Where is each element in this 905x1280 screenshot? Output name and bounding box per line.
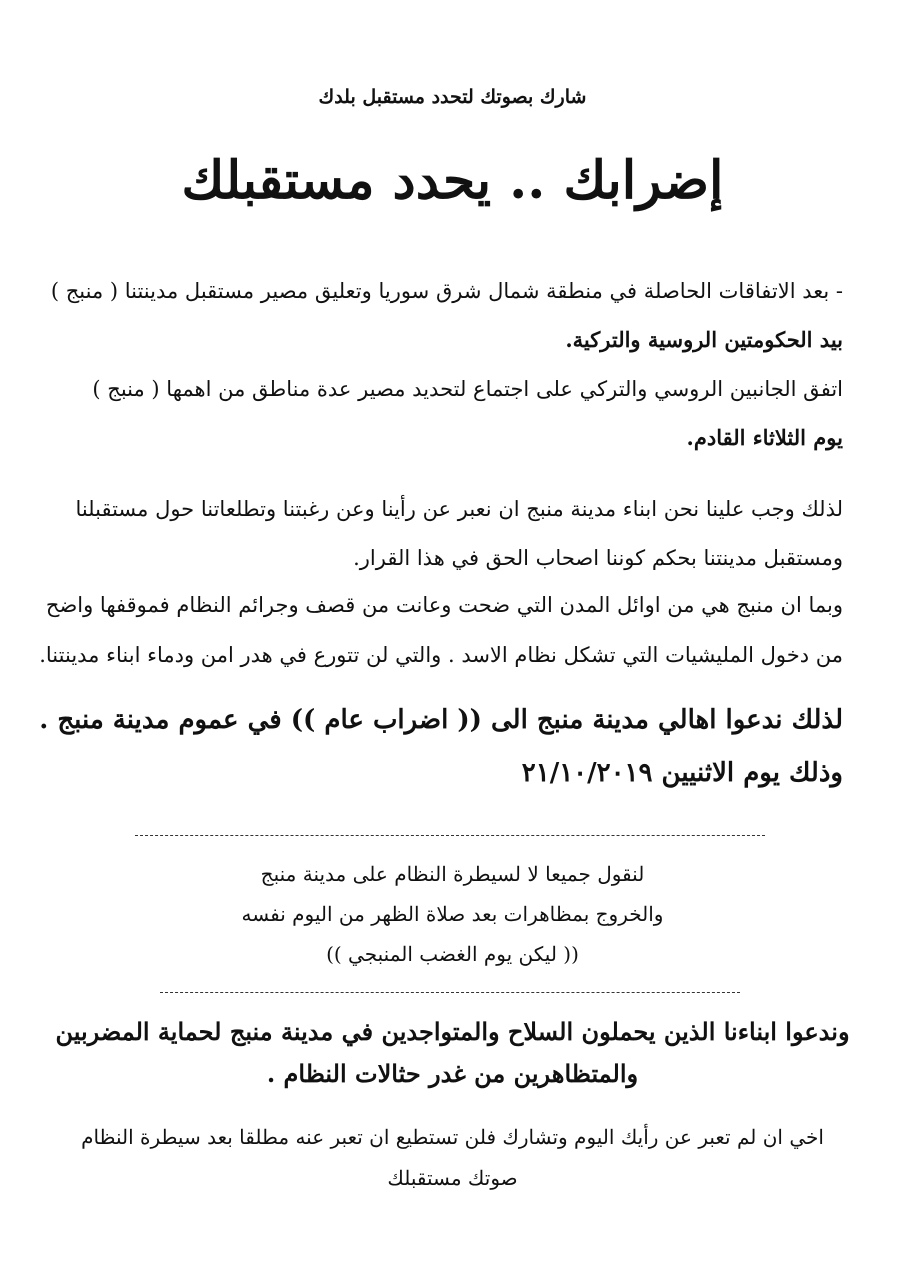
page-title: إضرابك .. يحدد مستقبلك: [181, 150, 724, 211]
call-line-1: لذلك ندعوا اهالي مدينة منبج الى (( اضراب عام )) في عموم مدينة منبج .: [39, 705, 843, 735]
paragraph2-line-2: ومستقبل مدينتنا بحكم كوننا اصحاب الحق في هذا القرار.: [353, 546, 843, 570]
intro-line-1: - بعد الاتفاقات الحاصلة في منطقة شمال شرق سوريا وتعليق مصير مستقبل مدينتنا ( منبج ): [50, 279, 843, 303]
protest-line-3: (( ليكن يوم الغضب المنبجي )): [326, 942, 579, 966]
protest-line-1: لنقول جميعا لا لسيطرة النظام على مدينة منبج: [260, 862, 645, 886]
intro-line-3: اتفق الجانبين الروسي والتركي على اجتماع لتحديد مصير عدة مناطق من اهمها ( منبج ): [92, 377, 843, 401]
intro-line-2: بيد الحكومتين الروسية والتركية.: [565, 327, 843, 352]
closing-line-2: صوتك مستقبلك: [387, 1166, 518, 1190]
paragraph2-line-1: لذلك وجب علينا نحن ابناء مدينة منبج ان نعبر عن رأينا وعن رغبتنا وتطلعاتنا حول مستقبلنا: [75, 497, 843, 521]
protest-line-2: والخروج بمظاهرات بعد صلاة الظهر من اليوم نفسه: [241, 902, 664, 926]
separator-bottom: [160, 992, 740, 993]
armed-call-line-1: وندعوا ابناءنا الذين يحملون السلاح والمتواجدين في مدينة منبج لحماية المضربين: [55, 1017, 850, 1046]
call-line-2: وذلك يوم الاثنيين ٢١/١٠/٢٠١٩: [521, 758, 843, 788]
closing-line-1: اخي ان لم تعبر عن رأيك اليوم وتشارك فلن تستطيع ان تعبر عنه مطلقا بعد سيطرة النظام: [81, 1125, 824, 1149]
separator-top: [135, 835, 765, 836]
armed-call-line-2: والمتظاهرين من غدر حثالات النظام .: [266, 1059, 639, 1088]
header-slogan: شارك بصوتك لتحدد مستقبل بلدك: [318, 86, 587, 108]
paragraph2-line-3: وبما ان منبج هي من اوائل المدن التي ضحت وعانت من قصف وجرائم النظام فموقفها واضح: [45, 593, 843, 617]
intro-line-4: يوم الثلاثاء القادم.: [686, 425, 843, 450]
paragraph2-line-4: من دخول المليشيات التي تشكل نظام الاسد . والتي لن تتورع في هدر امن ودماء ابناء مدينتنا.: [39, 643, 843, 667]
